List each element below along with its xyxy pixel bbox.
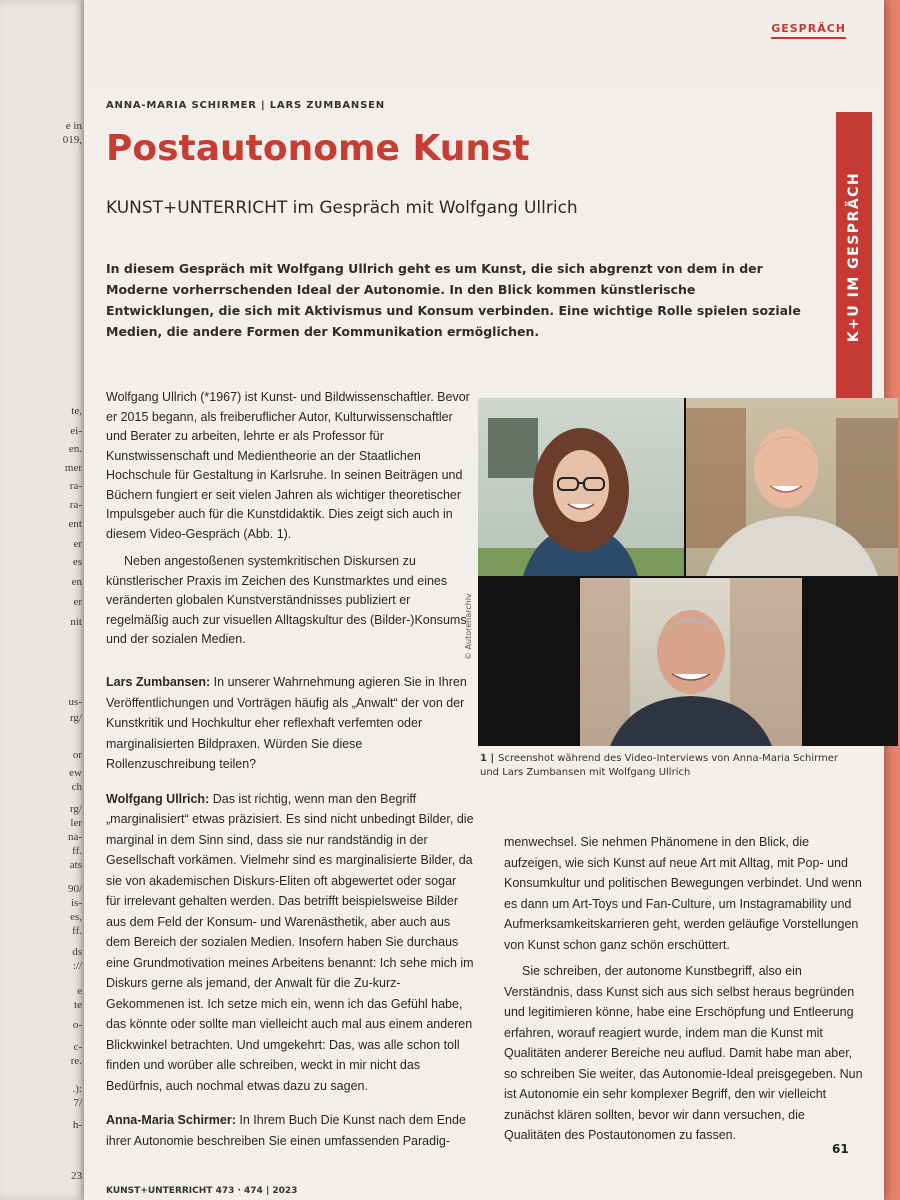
facing-page-fragment: ei- bbox=[70, 425, 82, 437]
magazine-page bbox=[84, 0, 884, 1200]
facing-page-fragment: ats bbox=[69, 859, 82, 871]
facing-page-fragment: rg/ bbox=[69, 712, 82, 724]
facing-page-fragment: 23 bbox=[71, 1170, 82, 1182]
facing-page-fragment: ff. bbox=[72, 845, 82, 857]
qa-paragraph bbox=[106, 789, 474, 1097]
person-illustration bbox=[686, 398, 898, 576]
facing-page-fragment: ra- bbox=[69, 499, 82, 511]
intro-paragraph: Neben angestoßenen systemkritischen Diskursen zu künstlerischer Praxis im Zeichen des Kunstmarktes und eines veränderten globalen Kunstverständnisses publiziert er regelmäßig auch zur visuellen Alltagskultur des (Bilder-)Konsums und der sozialen Medien. bbox=[106, 554, 467, 646]
facing-page-fragment: us- bbox=[68, 696, 82, 708]
facing-page-fragment: is- bbox=[71, 897, 82, 909]
facing-page-fragment: :// bbox=[72, 960, 82, 972]
article-authors: ANNA-MARIA SCHIRMER | LARS ZUMBANSEN bbox=[106, 100, 385, 111]
facing-page-fragment: te, bbox=[71, 405, 82, 417]
facing-page-fragment: .): bbox=[72, 1083, 82, 1095]
speaker-text: In Ihrem Buch Die Kunst nach dem Ende ihrer Autonomie beschreiben Sie einen umfassenden Paradig- bbox=[106, 1113, 466, 1148]
facing-page-fragment: 7/ bbox=[73, 1097, 82, 1109]
intro-column bbox=[106, 388, 474, 658]
journal-footer: KUNST+UNTERRICHT 473 · 474 | 2023 bbox=[106, 1186, 298, 1196]
facing-page-fragment: ler bbox=[70, 817, 82, 829]
facing-page-fragment: en bbox=[71, 576, 82, 588]
qa-paragraph bbox=[106, 1110, 474, 1151]
person-illustration bbox=[580, 578, 802, 746]
facing-page-fragment: ff. bbox=[72, 925, 82, 937]
article-title: Postautonome Kunst bbox=[106, 128, 530, 169]
facing-page-fragment: or bbox=[72, 749, 82, 761]
facing-page-fragment: ent bbox=[68, 518, 82, 530]
facing-page-fragment: h- bbox=[72, 1119, 82, 1131]
side-tab-label: K+U IM GESPRÄCH bbox=[846, 171, 862, 343]
page-number: 61 bbox=[832, 1142, 849, 1156]
speaker-text: In unserer Wahrnehmung agieren Sie in Ihren Veröffentlichungen und Vorträgen häufig als „Anwalt“ der von der Kunstkritik und Hochkultur eher reflexhaft verfemten oder marginalisierten Bildpraxen. Würden Sie diese Rollenzuschreibung teilen? bbox=[106, 675, 467, 771]
facing-page-fragment: e in bbox=[65, 120, 82, 132]
facing-page-fragment: ew bbox=[69, 767, 82, 779]
section-tag: GESPRÄCH bbox=[771, 22, 846, 39]
facing-page-fragment: o- bbox=[72, 1019, 82, 1031]
facing-page-fragment: rg/ bbox=[69, 803, 82, 815]
qa-paragraph bbox=[106, 672, 474, 775]
facing-page-fragment: 019, bbox=[62, 134, 82, 146]
speaker-name: Lars Zumbansen: bbox=[106, 675, 211, 689]
figure-caption bbox=[480, 752, 840, 780]
facing-page-fragment: c- bbox=[73, 1041, 82, 1053]
speaker-name: Anna-Maria Schirmer: bbox=[106, 1113, 236, 1127]
facing-page-fragment: 90/ bbox=[67, 883, 82, 895]
facing-page bbox=[0, 0, 86, 1200]
intro-paragraph: Wolfgang Ullrich (*1967) ist Kunst- und Bildwissenschaftler. Bevor er 2015 begann, als freiberuflicher Autor, Kulturwissenschaftler und Berater zu arbeiten, lehrte er als Professor für Kunstwissenschaft und Medientheorie an der Staatlichen Hochschule für Gestaltung in Karlsruhe. In seinen Beiträgen und Büchern fungiert er seit vielen Jahren als wichtiger theoretischer Impulsgeber auch für die Kunstdidaktik. Dies zeigt sich auch in diesem Video-Gespräch (Abb. 1). bbox=[106, 390, 470, 541]
right-text-column bbox=[504, 832, 864, 1152]
caption-number: 1 | bbox=[480, 753, 495, 764]
video-tile bbox=[478, 398, 684, 576]
facing-page-fragment: e bbox=[77, 985, 82, 997]
speaker-text: Das ist richtig, wenn man den Begriff „marginalisiert“ etwas präzisiert. Es sind nicht unbedingt Bilder, die marginal in dem Sinn sind, dass sie nur randständig in der Gesellschaft vorkämen. Vielmehr sind es marginalisierte Bilder, da sie von akademischen Diskurs-Eliten oft abgewertet oder sogar für irrelevant gehalten werden. Das betrifft beispielsweise Bilder aus dem Feld der Konsum- und Warenästhetik, aber auch aus dem Bereich der sozialen Medien. Insofern haben Sie durchaus eine Grundmotivation meines Arbeitens benannt: Ich sehe mich im Diskurs gerne als jemand, der Anwalt für die Zu-kurz-Gekommenen ist. Ich setze mich ein, wenn ich das Gefühl habe, das könnte oder sollte man vielleicht auch mal aus einem anderen Blickwinkel betrachten. Und umgekehrt: Das, was alle schon toll finden und worüber alle schreiben, weckt in mir nicht das Bedürfnis, auch nochmal etwas dazu zu sagen. bbox=[106, 791, 474, 1093]
facing-page-fragment: na- bbox=[67, 831, 82, 843]
facing-page-fragment: ds bbox=[72, 946, 82, 958]
facing-page-fragment: mer bbox=[64, 462, 82, 474]
right-paragraph: Sie schreiben, der autonome Kunstbegriff, also ein Verständnis, dass Kunst sich aus sich selbst heraus begründen und legitimieren könne, habe eine Erschöpfung und Entleerung erfahren, worauf reagiert wurde, indem man die Kunst mit Qualitäten anderer Bereiche neu auflud. Damit habe man aber, so schreiben Sie weiter, das Autonomie-Ideal preisgegeben. Nun ist Autonomie ein sehr komplexer Begriff, den wir vielleicht zunächst klären sollten, bevor wir dann versuchen, die Qualitäten des Postautonomen zu fassen. bbox=[504, 964, 863, 1142]
facing-page-fragment: nit bbox=[70, 616, 82, 628]
person-illustration bbox=[478, 398, 684, 576]
facing-page-fragment: es, bbox=[70, 911, 82, 923]
article-lead: In diesem Gespräch mit Wolfgang Ullrich geht es um Kunst, die sich abgrenzt von dem in der Moderne vorherrschenden Ideal der Autonomie. In den Blick kommen künstlerische Entwicklungen, die sich mit Aktivismus und Konsum verbinden. Eine wichtige Rolle spielen soziale Medien, die andere Formen der Kommunikation ermöglichen. bbox=[106, 261, 801, 339]
right-paragraph: menwechsel. Sie nehmen Phänomene in den Blick, die aufzeigen, wie sich Kunst auf neue Art mit Alltag, mit Pop- und Konsumkultur und politischen Bewegungen verbindet. Und wenn es dann um Art-Toys und Fan-Culture, um Instagramability und Aufmerksamkeitskarrieren geht, werden geläufige Vorstellungen von Kunst schon ganz schön erschüttert. bbox=[504, 835, 862, 952]
facing-page-fragment: ch bbox=[71, 781, 82, 793]
facing-page-fragment: re. bbox=[70, 1055, 82, 1067]
video-call-screenshot bbox=[478, 398, 898, 746]
facing-page-fragment: er bbox=[73, 596, 82, 608]
photo-credit: © Autorenarchiv bbox=[464, 593, 473, 660]
facing-page-fragment: en. bbox=[68, 443, 82, 455]
video-tile bbox=[580, 578, 802, 746]
facing-page-fragment: er bbox=[73, 538, 82, 550]
video-tile bbox=[686, 398, 898, 576]
interview-column bbox=[106, 672, 474, 1165]
facing-page-fragment: es bbox=[72, 556, 82, 568]
facing-page-fragment: ra- bbox=[69, 480, 82, 492]
speaker-name: Wolfgang Ullrich: bbox=[106, 791, 210, 806]
page-header-band bbox=[84, 0, 884, 90]
caption-text: Screenshot während des Video-Interviews von Anna-Maria Schirmer und Lars Zumbansen mit Wolfgang Ullrich bbox=[480, 753, 839, 778]
article-subtitle: KUNST+UNTERRICHT im Gespräch mit Wolfgang Ullrich bbox=[106, 198, 578, 218]
facing-page-fragment: te bbox=[74, 999, 82, 1011]
section-side-tab bbox=[836, 112, 872, 402]
